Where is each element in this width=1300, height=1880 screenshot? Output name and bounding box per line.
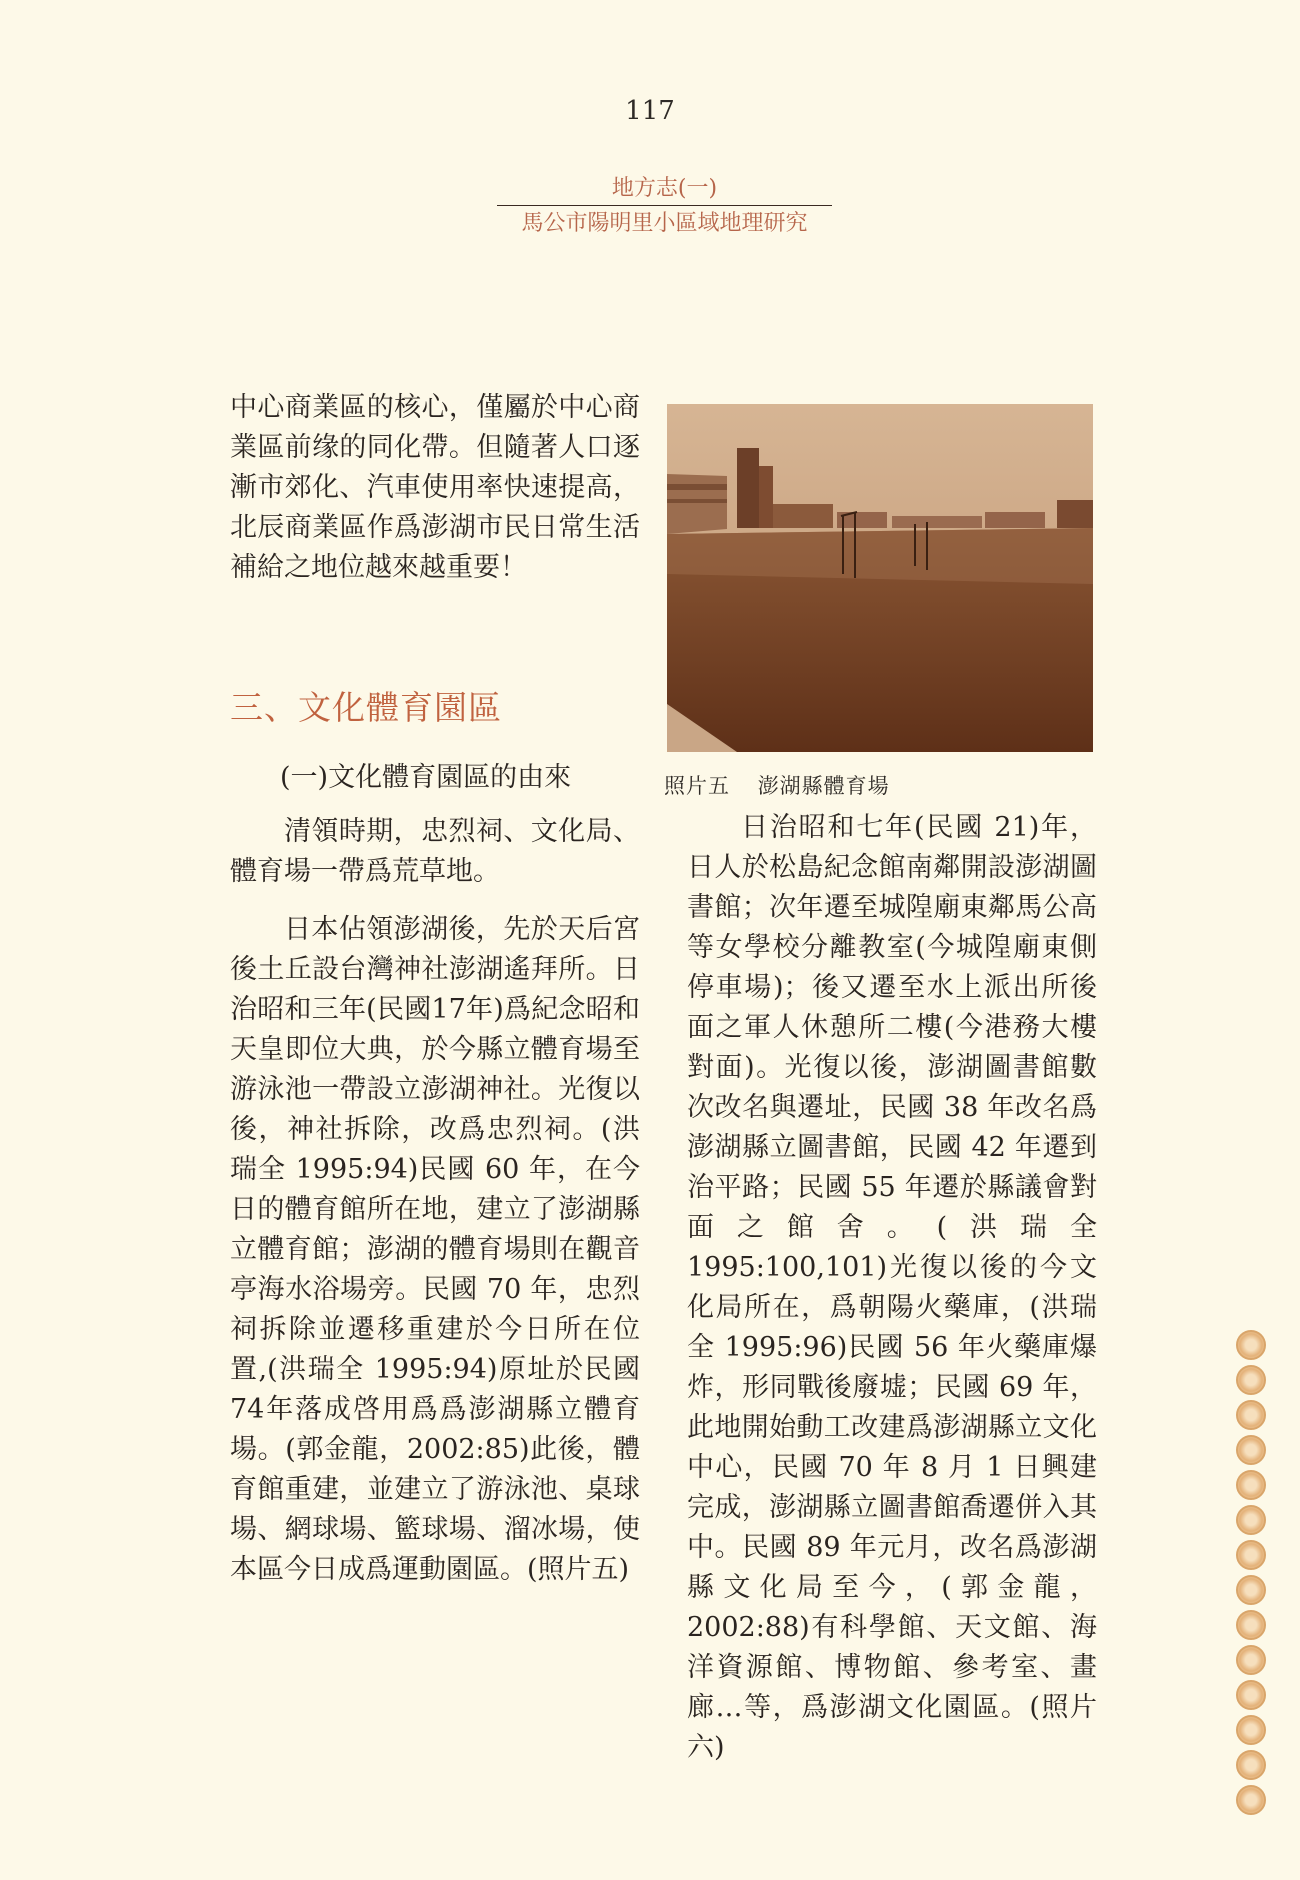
ornament-circle-icon bbox=[1236, 1645, 1266, 1675]
ornament-circle-icon bbox=[1236, 1540, 1266, 1570]
photo-caption-number: 照片五 bbox=[664, 774, 730, 798]
header-rule bbox=[497, 205, 832, 206]
left-intro-paragraph: 中心商業區的核心，僅屬於中心商業區前缘的同化帶。但隨著人口逐漸市郊化、汽車使用率快速提高，北辰商業區作爲澎湖市民日常生活補給之地位越來越重要！ bbox=[230, 392, 640, 583]
page-number: 117 bbox=[625, 96, 675, 126]
running-header-series: 地方志(一) bbox=[611, 176, 718, 201]
ornament-circle-icon bbox=[1236, 1610, 1266, 1640]
qing-period-paragraph: 清領時期，忠烈祠、文化局、體育場一帶爲荒草地。 bbox=[230, 816, 640, 887]
japan-period-block bbox=[230, 910, 640, 1590]
qing-period-block bbox=[230, 812, 640, 892]
subsection-heading: (一)文化體育園區的由來 bbox=[280, 762, 572, 793]
japan-period-paragraph: 日本佔領澎湖後，先於天后宮後土丘設台灣神社澎湖遙拜所。日治昭和三年(民國17年)爲紀念昭和天皇即位大典，於今縣立體育場至游泳池一帶設立澎湖神社。光復以後，神社拆除，改爲忠烈祠。(洪瑞全 1995:94)民國 60 年，在今日的體育館所在地，建立了澎湖縣立體育館；澎湖的體育場則在觀音亭海水浴場旁。民國 70 年，忠烈祠拆除並遷移重建於今日所在位置,(洪瑞全 1995:94)原址於民國74年落成啓用爲爲澎湖縣立體育場。(郭金龍，2002:85)此後，體育館重建，並建立了游泳池、桌球場、網球場、籃球場、溜冰場，使本區今日成爲運動園區。(照片五) bbox=[230, 914, 640, 1585]
photo-stadium bbox=[667, 404, 1093, 752]
ornament-circle-icon bbox=[1236, 1365, 1266, 1395]
left-intro-block bbox=[230, 388, 640, 588]
ornament-circle-icon bbox=[1236, 1715, 1266, 1745]
photo-caption-title: 澎湖縣體育場 bbox=[757, 774, 890, 798]
running-header-title: 馬公市陽明里小區域地理研究 bbox=[521, 211, 808, 236]
photo-caption bbox=[664, 770, 910, 800]
library-history-paragraph: 日治昭和七年(民國 21)年，日人於松島紀念館南鄰開設澎湖圖書館；次年遷至城隍廟東鄰馬公高等女學校分離教室(今城隍廟東側停車場)；後又遷至水上派出所後面之軍人休憩所二樓(今港務大樓對面)。光復以後，澎湖圖書館數次改名與遷址，民國 38 年改名爲澎湖縣立圖書館，民國 42 年遷到治平路；民國 55 年遷於縣議會對面之館舍。(洪瑞全 1995:100,101)光復以後的今文化局所在，爲朝陽火藥庫，(洪瑞全 1995:96)民國 56 年火藥庫爆炸，形同戰後廢墟；民國 69 年，此地開始動工改建爲澎湖縣立文化中心，民國 70 年 8 月 1 日興建完成，澎湖縣立圖書館喬遷併入其中。民國 89 年元月，改名爲澎湖縣文化局至今，(郭金龍，2002:88)有科學館、天文館、海洋資源館、博物館、參考室、畫廊…等，爲澎湖文化園區。(照片六) bbox=[687, 812, 1097, 1763]
ornament-circle-icon bbox=[1236, 1400, 1266, 1430]
ornament-circle-icon bbox=[1236, 1505, 1266, 1535]
library-history-block bbox=[687, 808, 1097, 1768]
ornament-circle-icon bbox=[1236, 1785, 1266, 1815]
ornament-circle-icon bbox=[1236, 1435, 1266, 1465]
running-header bbox=[497, 175, 832, 238]
section-heading: 三、文化體育園區 bbox=[230, 688, 502, 727]
ornament-circle-icon bbox=[1236, 1330, 1266, 1360]
ornament-circle-icon bbox=[1236, 1575, 1266, 1605]
ornament-circle-icon bbox=[1236, 1470, 1266, 1500]
ornament-circle-icon bbox=[1236, 1750, 1266, 1780]
ornament-circle-icon bbox=[1236, 1680, 1266, 1710]
decorative-border-ornament bbox=[1232, 1330, 1272, 1820]
photo-stadium-illustration bbox=[667, 404, 1093, 752]
